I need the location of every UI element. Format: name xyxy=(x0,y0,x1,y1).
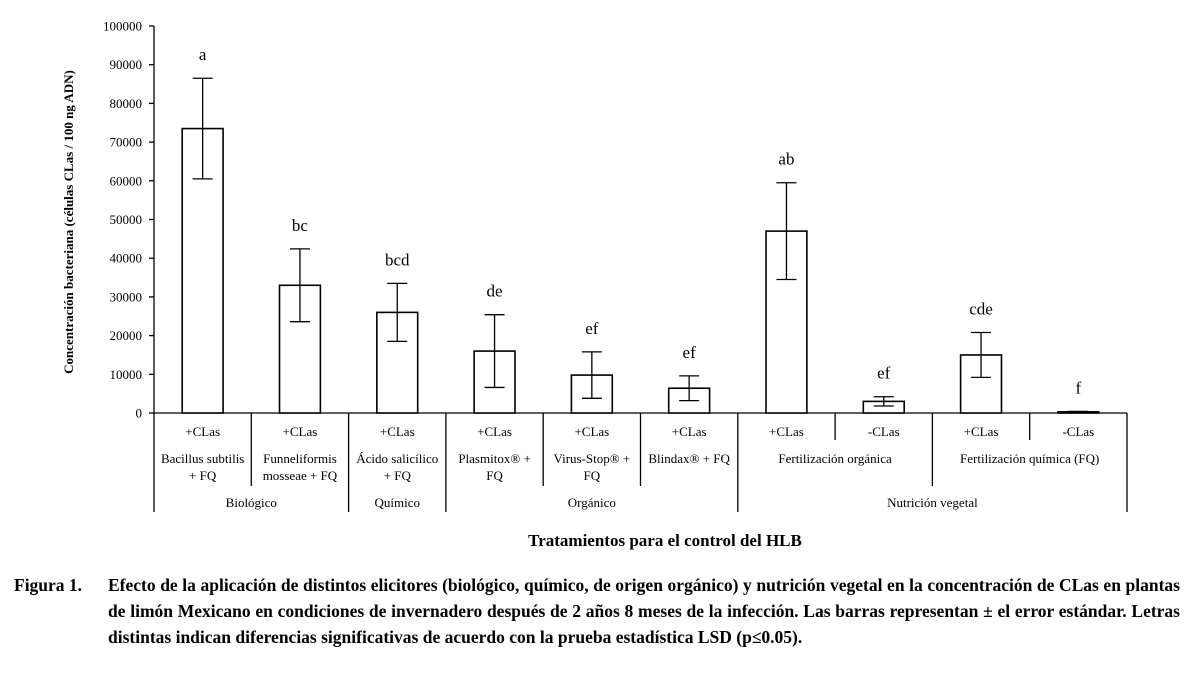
y-tick-label: 40000 xyxy=(109,250,142,266)
category-tag: +CLas xyxy=(185,424,221,439)
significance-letter: a xyxy=(198,45,207,65)
significance-letter: ef xyxy=(877,363,891,383)
category-name: FQ xyxy=(486,468,503,483)
category-tag: +CLas xyxy=(282,424,318,439)
category-name: + FQ xyxy=(189,468,217,483)
category-name: Ácido salicílico xyxy=(356,451,439,466)
group-label: Nutrición vegetal xyxy=(887,495,978,510)
significance-letter: f xyxy=(1075,378,1082,398)
y-axis-label: Concentración bacteriana (células CLas / 100 ng ADN) xyxy=(61,70,76,374)
significance-letter: bc xyxy=(291,215,308,235)
x-axis-label: Tratamientos para el control del HLB xyxy=(528,531,802,550)
significance-letter: cde xyxy=(969,299,993,319)
spanning-label: Fertilización orgánica xyxy=(778,451,892,466)
category-tag: +CLas xyxy=(671,424,707,439)
category-tag: +CLas xyxy=(769,424,804,439)
category-name: Blindax® + FQ xyxy=(648,451,730,466)
category-name: Funneliformis xyxy=(263,451,337,466)
significance-letter: ef xyxy=(682,342,696,362)
y-tick-label: 70000 xyxy=(109,134,142,150)
significance-letter: bcd xyxy=(384,250,410,270)
y-tick-label: 0 xyxy=(135,405,142,421)
y-tick-label: 20000 xyxy=(109,328,142,344)
y-tick-label: 100000 xyxy=(103,18,142,34)
significance-letter: de xyxy=(486,281,503,301)
category-tag: +CLas xyxy=(574,424,610,439)
category-name: Plasmitox® + xyxy=(458,451,531,466)
category-tag: +CLas xyxy=(379,424,415,439)
significance-letter: ab xyxy=(778,149,795,169)
category-name: + FQ xyxy=(383,468,411,483)
category-tag: +CLas xyxy=(477,424,512,439)
significance-letter: ef xyxy=(585,318,599,338)
y-tick-label: 90000 xyxy=(109,57,142,73)
group-label: Químico xyxy=(374,495,420,510)
y-tick-label: 10000 xyxy=(109,366,142,382)
category-name: Virus-Stop® + xyxy=(553,451,631,466)
category-name: Bacillus subtilis xyxy=(160,451,245,466)
caption-text: Efecto de la aplicación de distintos elicitores (biológico, químico, de origen orgánico) y nutrición vegetal en la concentración de CLas en plantas de limón Mexicano en condiciones de invernadero después de 2 años 8 meses de la infección. Las barras representan ± el error estándar. Letras distintas indican diferencias significativas de acuerdo con la prueba estadística LSD (p≤0.05). xyxy=(108,575,1180,647)
spanning-label: Fertilización química (FQ) xyxy=(960,451,1100,466)
group-label: Orgánico xyxy=(567,495,616,510)
y-tick-label: 30000 xyxy=(109,289,142,305)
category-name: mosseae + FQ xyxy=(262,468,338,483)
y-tick-label: 60000 xyxy=(109,173,142,189)
category-tag: +CLas xyxy=(963,424,999,439)
y-tick-label: 80000 xyxy=(109,95,142,111)
figure-caption xyxy=(14,572,1180,650)
y-tick-label: 50000 xyxy=(109,212,142,227)
category-name: FQ xyxy=(583,468,601,483)
group-label: Biológico xyxy=(225,495,277,510)
caption-label: Figura 1. xyxy=(14,575,83,595)
category-tag: -CLas xyxy=(867,424,900,439)
category-tag: -CLas xyxy=(1062,424,1095,439)
